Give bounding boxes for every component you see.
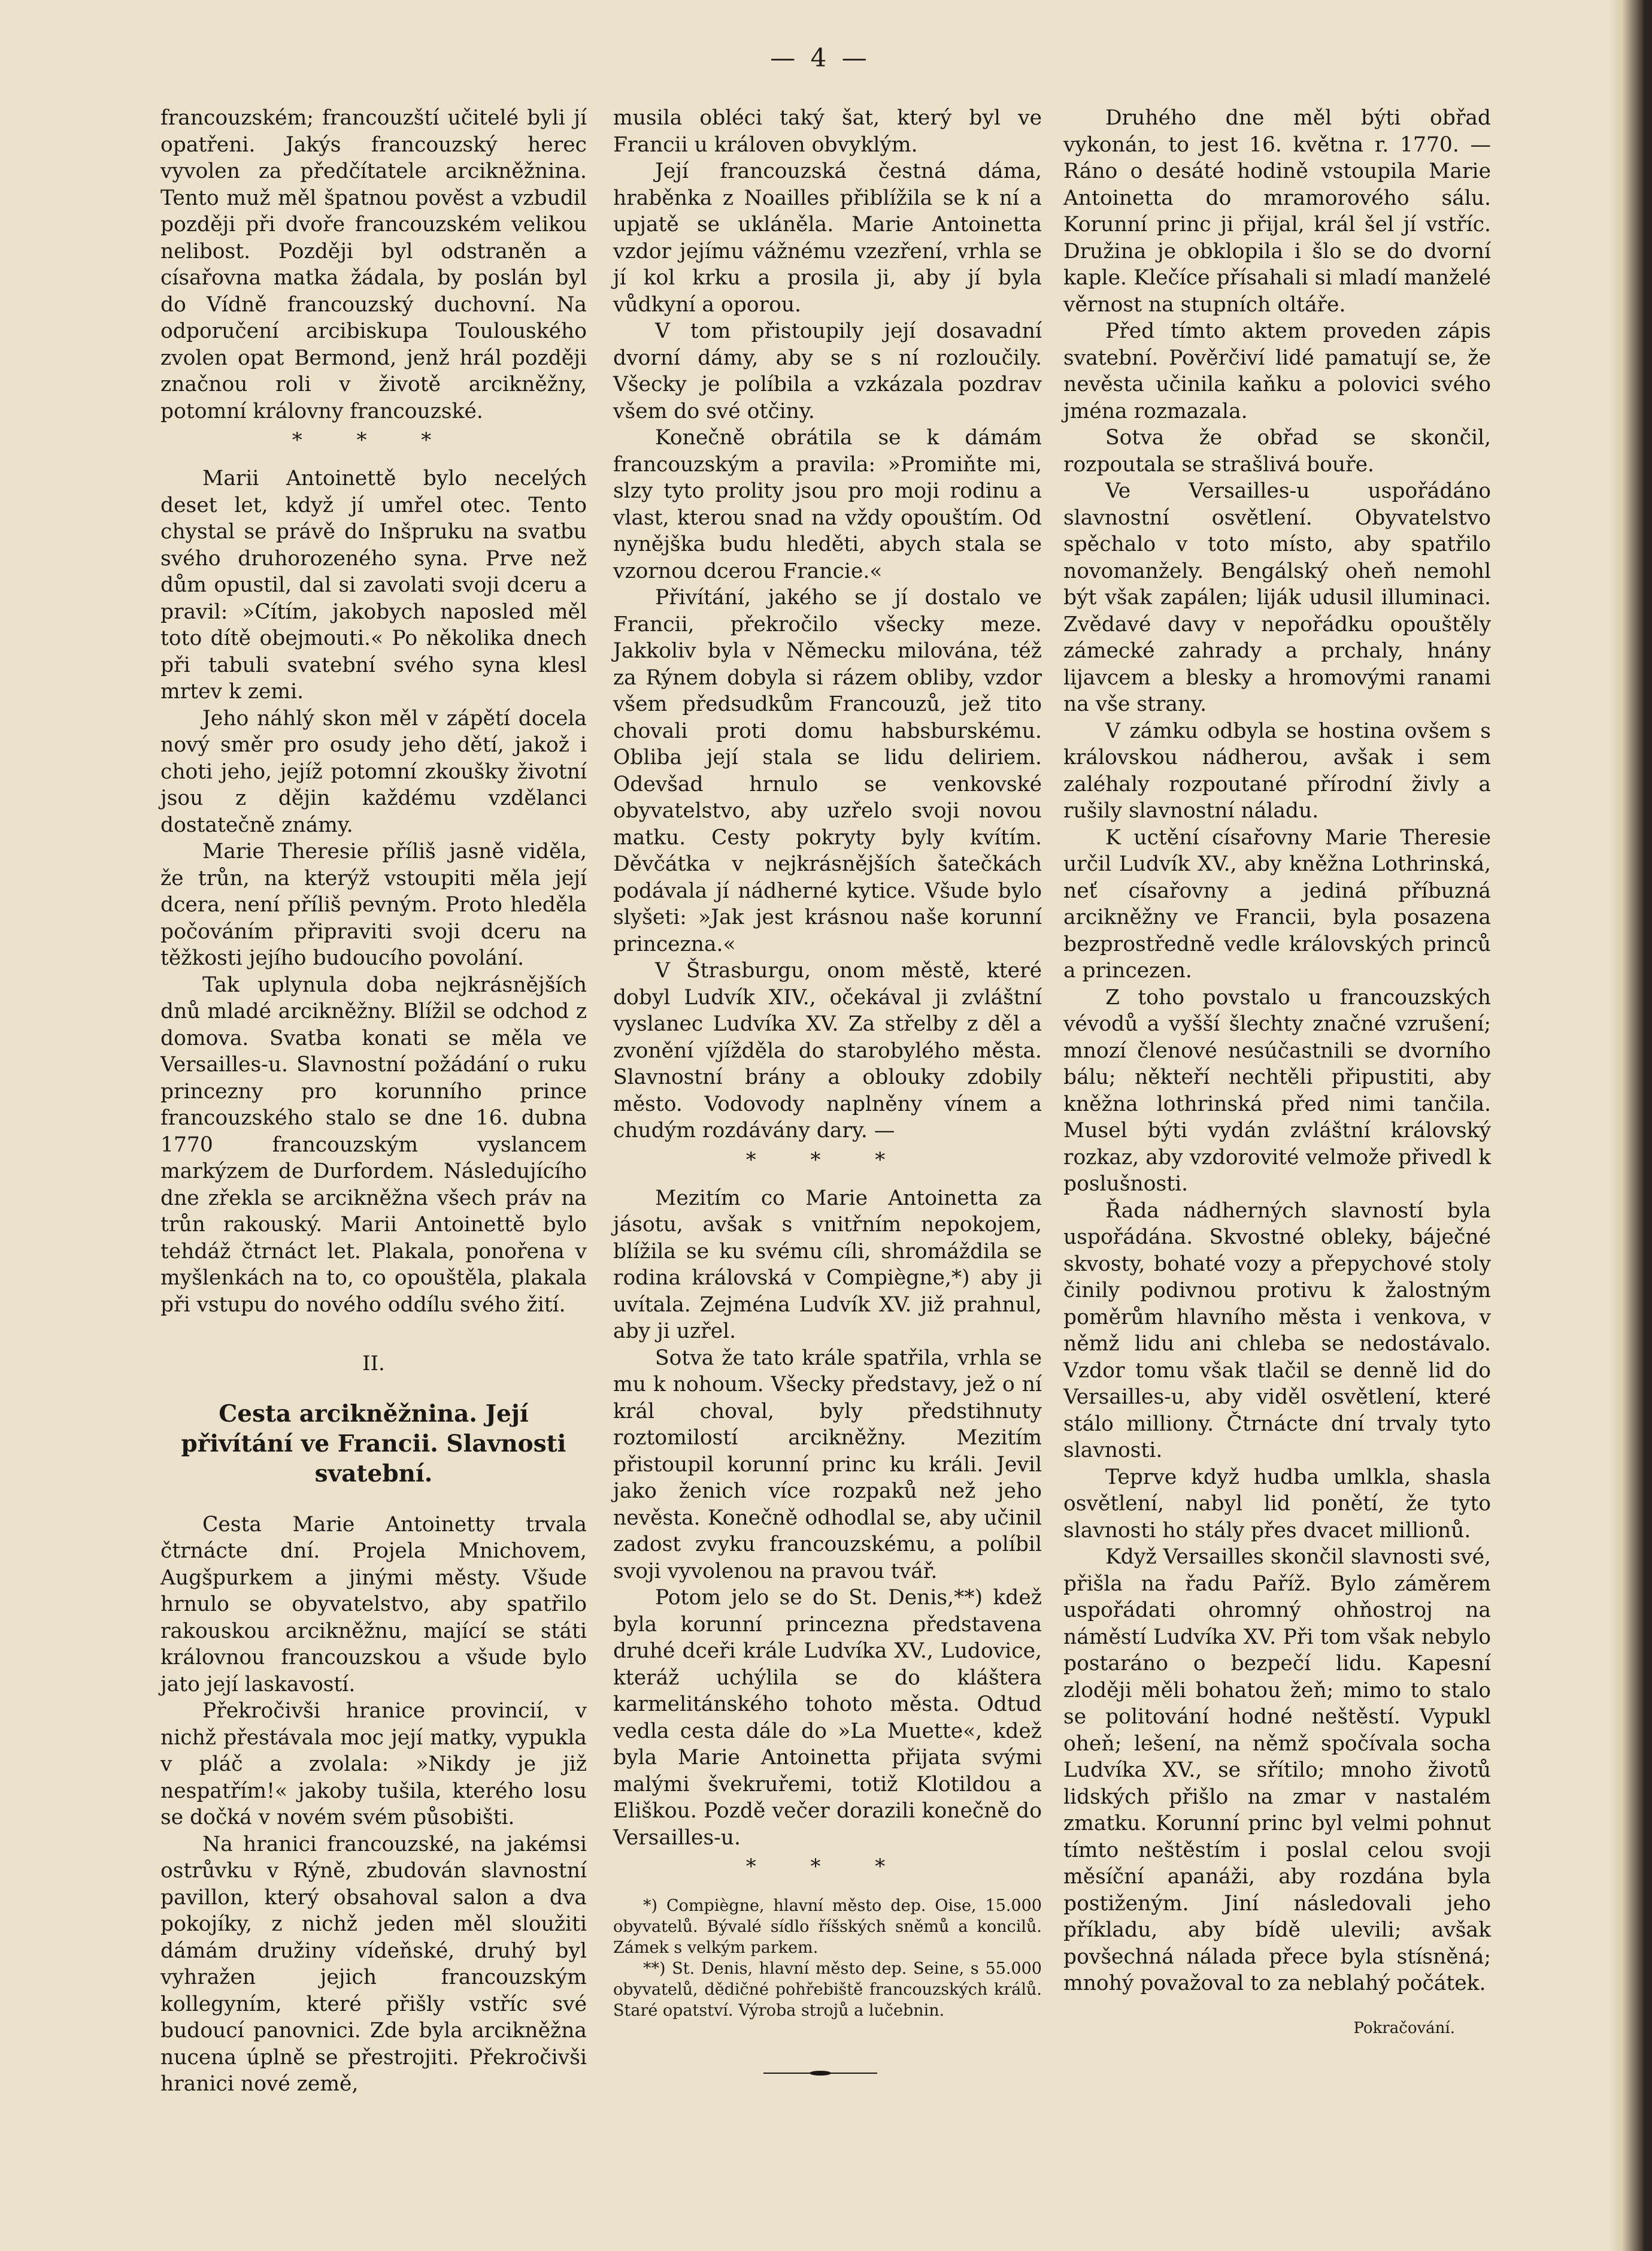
paragraph: Přivítání, jakého se jí dostalo ve Francii, překročilo všecky meze. Jakkoliv byla v Německu milována, též za Rýnem dobyla si rázem obliby, vzdor všem předsudkům Francouzů, jež tito chovali proti domu habsburskému. Obliba její stala se lidu deliriem. Odevšad hrnulo se venkovské obyvatelstvo, aby uzřelo svoji novou matku. Cesty pokryty byly kvítím. Děvčátka v nejkrásnějších šatečkách podávala jí nádherné kytice. Všude bylo slyšeti: »Jak jest krásnou naše korunní princezna.« — [613, 586, 1042, 956]
page-number: — 4 — — [770, 43, 871, 72]
paragraph: Sotva že obřad se skončil, rozpoutala se strašlivá bouře. — [1063, 426, 1491, 477]
paragraph: Řada nádherných slavností byla uspořádána. Skvostné obleky, báječné skvosty, bohaté vozy a přepychové stoly činily podivnou protivu k žalostným poměrům hlavního města i venkova, v němž lidu ani chleba se nedostávalo. Vzdor tomu však tlačil se denně lid do Versailles-u, aby viděl osvětlení, které stálo milliony. Čtrnácte dní trvaly tyto slavnosti. — [1063, 1198, 1491, 1462]
paragraph: K uctění císařovny Marie Theresie určil Ludvík XV., aby kněžna Lothrinská, neť císařovny a jediná příbuzná arcikněžny ve Francii, byla posazena bezprostředně vedle královských princů a princezen. — [1063, 825, 1491, 983]
column-middle — [613, 105, 1042, 2021]
footnote: *) Compiègne, hlavní město dep. Oise, 15.000 obyvatelů. Bývalé sídlo říšských sněmů a koncilů. Zámek s velkým parkem. — [613, 1896, 1042, 1957]
paragraph: Potom jelo se do St. Denis,**) kdež byla korunní princezna představena druhé dceři krále Ludvíka XV., Ludovice, kteráž uchýlila se do kláštera karmelitánského tohoto města. Odtud vedla cesta dále do »La Muette«, kdež byla Marie Antoinetta přijata svými malými švekruřemi, totiž Klotildou a Eliškou. Pozdě večer dorazili konečně do Versailles-u. — [613, 1586, 1042, 1850]
paragraph: Před tímto aktem proveden zápis svatební. Pověrčiví lidé pamatují se, že nevěsta učinila kaňku a polovici svého jména rozmazala. — [1063, 319, 1491, 423]
paragraph: Ve Versailles-u uspořádáno slavnostní osvětlení. Obyvatelstvo spěchalo v toto místo, aby spatřilo novomanžely. Bengálský oheň nemohl být však zapálen; liják udusil illuminaci. Zvědavé davy v nepořádku opouštěly zámecké zahrady a prchaly, hnány lijavcem a blesky a hromovými ranami na vše strany. — [1063, 479, 1491, 716]
paragraph: V zámku odbyla se hostina ovšem s královskou nádherou, avšak i sem zaléhaly rozpoutané přírodní živly a rušily slavnostní náladu. — [1063, 719, 1491, 823]
paragraph: Sotva že tato krále spatřila, vrhla se mu k nohoum. Všecky představy, jež o ní král choval, byly předstihnuty roztomilostí arcikněžny. Mezitím přistoupil korunní princ ku králi. Jevil jako ženich více rozpaků než jeho nevěsta. Konečně odhodlal se, aby učinil zadost zvyku francouzskému, a políbil svoji vyvolenou na pravou tvář. — [613, 1346, 1042, 1583]
paragraph: Mezitím co Marie Antoinetta za jásotu, avšak s vnitřním nepokojem, blížila se ku svému cíli, shromáždila se rodina královská v Compiègne,*) aby ji uvítala. Zejména Ludvík XV. již prahnul, aby ji uzřel. — [613, 1186, 1042, 1343]
paragraph: Z toho povstalo u francouzských vévodů a vyšší šlechty značné vzrušení; mnozí členové nesúčastnili se dvorního bálu; někteří nechtěli připustiti, aby kněžna lothrinská před nimi tančila. Musel býti vydán zvláštní královský rozkaz, aby vzdorovité velmože přivedl k poslušnosti. — [1063, 985, 1491, 1196]
paragraph: Jeho náhlý skon měl v zápětí docela nový směr pro osudy jeho dětí, jakož i choti jeho, jejíž potomní zkoušky životní jsou z dějin každému vzdělanci dostatečně známy. — [160, 706, 587, 837]
footnote: **) St. Denis, hlavní město dep. Seine, s 55.000 obyvatelů, dědičné pohřebiště francouzských králů. Staré opatství. Výroba strojů a lučebnin. — [613, 1959, 1042, 2020]
paragraph: Překročivši hranice provincií, v nichž přestávala moc její matky, vypukla v pláč a zvolala: »Nikdy je již nespatřím!« jakoby tušila, kterého losu se dočká v novém svém působišti. — [160, 1699, 587, 1829]
section-break-stars: * * * — [292, 428, 456, 452]
continued-note: Pokračování. — [1353, 2019, 1455, 2037]
footnotes — [613, 1895, 1042, 2021]
paragraph: Teprve když hudba umlkla, shasla osvětlení, nabyl lid ponětí, že tyto slavnosti ho stály přes dvacet millionů. — [1063, 1465, 1491, 1543]
book-spine — [1608, 0, 1644, 2251]
section-break-stars: * * * — [745, 1855, 910, 1879]
paragraph: Druhého dne měl býti obřad vykonán, to jest 16. května r. 1770. — Ráno o desáté hodině vstoupila Marie Antoinetta do mramorového sálu. Korunní princ ji přijal, král šel jí vstříc. Družina je obklopila i šlo se do dvorní kaple. Klečíce přísahali si mladí manželé věrnost na stupních oltáře. — [1063, 106, 1491, 317]
paragraph: musila obléci taký šat, který byl ve Francii u královen obvyklým. — [613, 106, 1042, 157]
section-break-stars: * * * — [745, 1147, 910, 1172]
paragraph: Marie Theresie příliš jasně viděla, že trůn, na kterýž vstoupiti měla její dcera, není příliš pevným. Proto hleděla počováním připraviti svoji dceru na těžkosti jejího budoucího povolání. — [160, 840, 587, 970]
paragraph: Marii Antoinettě bylo necelých deset let, když jí umřel otec. Tento chystal se právě do Inšpruku na svatbu svého druhorozeného syna. Prve než dům opustil, dal si zavolati svoji dceru a pravil: »Cítím, jakobych naposled měl toto dítě obejmouti.« Po několika dnech při tabuli svatební svého syna klesl mrtev k zemi. — [160, 466, 587, 704]
paragraph: Konečně obrátila se k dámám francouzským a pravila: »Promiňte mi, slzy tyto prolity jsou pro moji rodinu a vlast, kterou snad na vždy opouštím. Od nynějška budu hleděti, abych stala se vzornou dcerou Francie.« — [613, 426, 1042, 583]
paragraph: Když Versailles skončil slavnosti své, přišla na řadu Paříž. Bylo záměrem uspořádati ohromný ohňostroj na náměstí Ludvíka XV. Při tom však nebylo postaráno o bezpečí lidu. Kapesní zloději měli bohatou žeň; mimo to stalo se politování hodné neštěstí. Vypukl oheň; lešení, na němž spočívala socha Ludvíka XV., se sřítilo; mnoho životů lidských přišlo na zmar v nastalém zmatku. Korunní princ byl velmi pohnut tímto neštěstím i poslal celou svoji měsíční apanáži, aby rozdána byla postiženým. Jiní následovali jeho příkladu, aby bídě ulevili; avšak povšechná nálada přece byla stísněná; mnohý považoval to za neblahý počátek. — [1063, 1545, 1491, 1995]
column-right — [1063, 105, 1491, 2041]
paragraph: Tak uplynula doba nejkrásnějších dnů mladé arcikněžny. Blížil se odchod z domova. Svatba konati se měla ve Versailles-u. Slavnostní požádání o ruku princezny pro korunního prince francouzského stalo se dne 16. dubna 1770 francouzským vyslancem markýzem de Durfordem. Následujícího dne zřekla se arcikněžna všech práv na trůn rakouský. Marii Antoinettě bylo tehdáž čtrnáct let. Plakala, ponořena v myšlenkách na to, co opouštěla, plakala při vstupu do nového oddílu svého žití. — [160, 972, 587, 1317]
paragraph: Cesta Marie Antoinetty trvala čtrnácte dní. Projela Mnichovem, Augšpurkem a jinými městy. Všude hrnulo se obyvatelstvo, aby spatřilo rakouskou arcikněžnu, mající se státi královnou francouzskou a všude bylo jato její laskavostí. — [160, 1512, 587, 1696]
end-ornament-icon — [763, 2070, 877, 2076]
paragraph: Na hranici francouzské, na jakémsi ostrůvku v Rýně, zbudován slavnostní pavillon, který obsahoval salon a dva pokojíky, z nichž jeden měl sloužiti dámám družiny vídeňské, druhý byl vyhražen jejich francouzským kollegyním, které přišly vstříc své budoucí panovnici. Zde byla arcikněžna nucena úplně se přestrojiti. Překročivši hranici nové země, — [160, 1832, 587, 2096]
paragraph: Její francouzská čestná dáma, hraběnka z Noailles přiblížila se k ní a upjatě se ukláněla. Marie Antoinetta vzdor jejímu vážnému vzezření, vrhla se jí kol krku a prosila ji, aby jí byla vůdkyní a oporou. — [613, 159, 1042, 317]
paragraph: francouzském; francouzští učitelé byli jí opatřeni. Jakýs francouzský herec vyvolen za předčítatele arcikněžnina. Tento muž měl špatnou pověst a vzbudil později při dvoře francouzském velikou nelibost. Později byl odstraněn a císařovna matka žádala, by poslán byl do Vídně francouzský duchovní. Na odporučení arcibiskupa Toulouského zvolen opat Bermond, jenž hrál později značnou roli v životě arcikněžny, potomní královny francouzské. — [160, 106, 587, 423]
paragraph: V Štrasburgu, onom městě, které dobyl Ludvík XIV., očekával ji zvláštní vyslanec Ludvíka XV. Za střelby z děl a zvonění vjížděla do starobylého města. Slavnostní brány a oblouky zdobily město. Vodovody naplněny vínem a chudým rozdávány dary. — — [613, 959, 1042, 1143]
section-title: Cesta arcikněžnina. Její přivítání ve Francii. Slavnosti svatební. — [181, 1399, 566, 1487]
column-left — [160, 105, 587, 2098]
section-number: II. — [362, 1352, 385, 1376]
paragraph: V tom přistoupily její dosavadní dvorní dámy, aby se s ní rozloučily. Všecky je políbila a vzkázala pozdrav všem do své otčiny. — [613, 319, 1042, 423]
